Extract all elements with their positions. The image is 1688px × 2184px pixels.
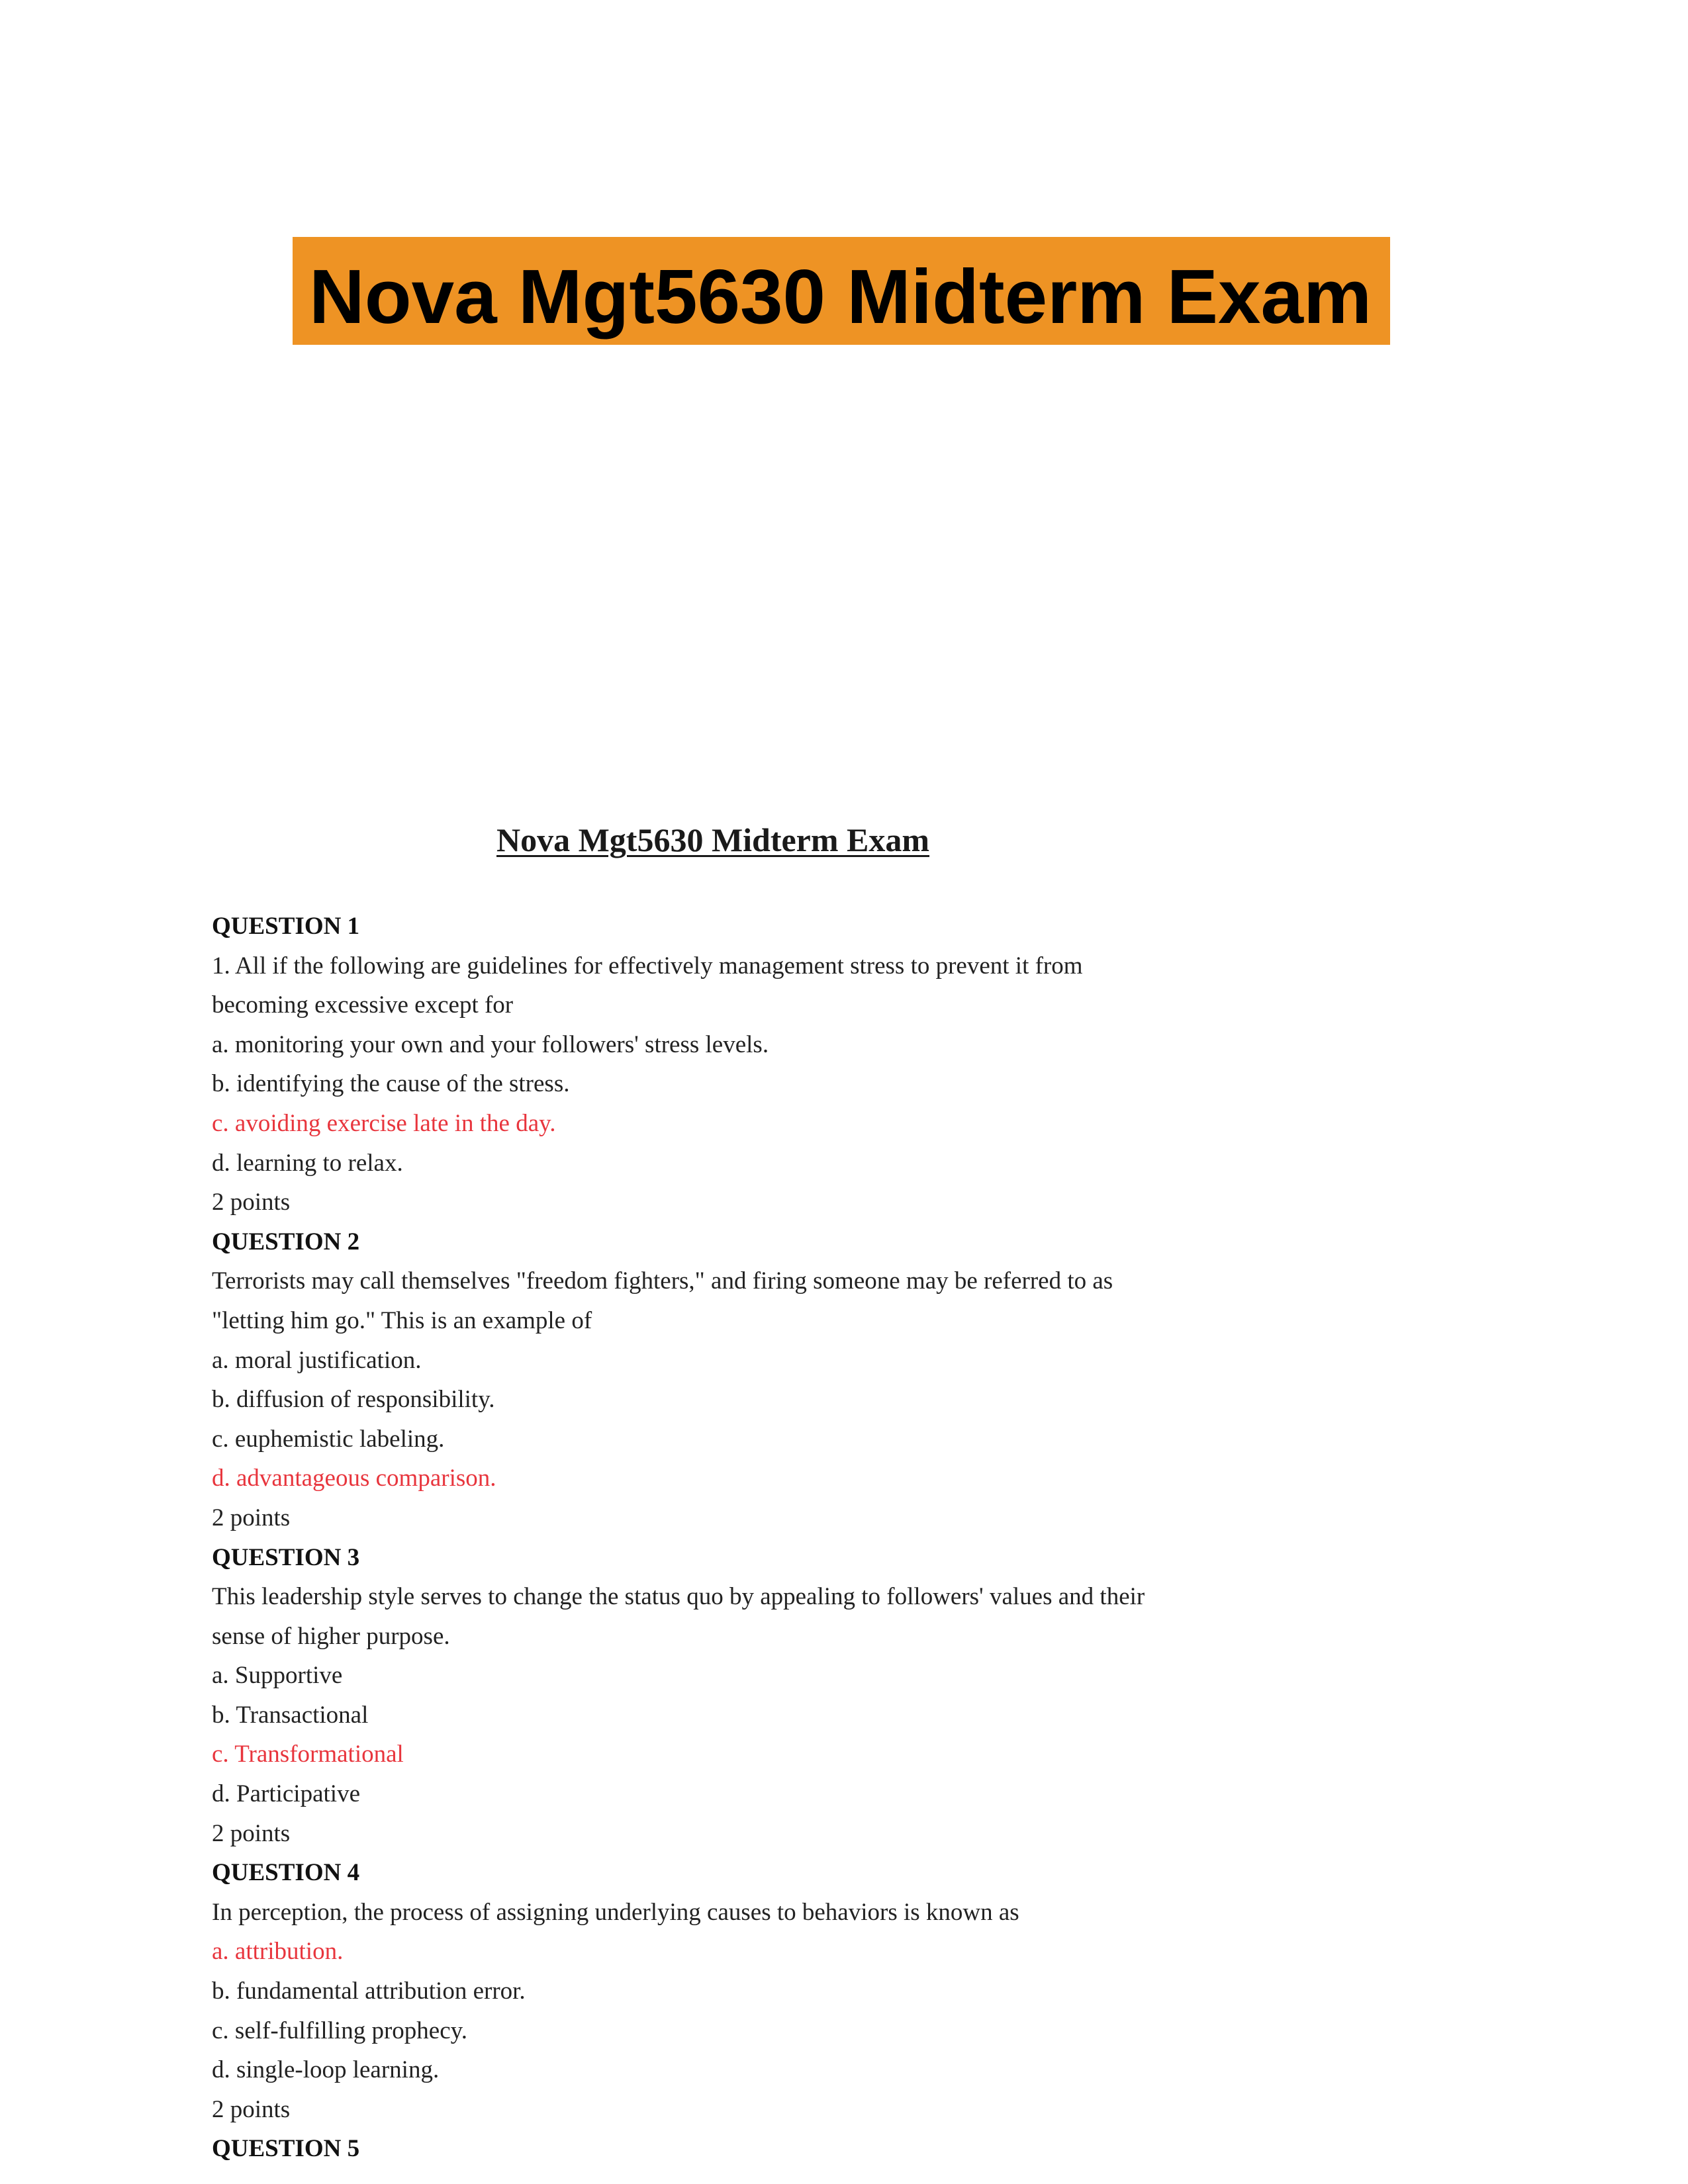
- question-stem: "letting him go." This is an example of: [212, 1306, 592, 1334]
- banner-title: Nova Mgt5630 Midterm Exam: [309, 253, 1372, 340]
- question-points: 2 points: [212, 2095, 291, 2123]
- answer-option: a. monitoring your own and your followers' stress levels.: [212, 1030, 769, 1058]
- question-heading: QUESTION 3: [212, 1543, 360, 1571]
- answer-option-correct: d. advantageous comparison.: [212, 1465, 496, 1492]
- question-points: 2 points: [212, 1189, 291, 1216]
- question-stem: In perception, the process of assigning underlying causes to behaviors is known as: [212, 1898, 1019, 1926]
- question-points: 2 points: [212, 1504, 291, 1531]
- question-stem: 1. All if the following are guidelines for effectively management stress to prevent it from: [212, 952, 1083, 979]
- question-stem: This leadership style serves to change the status quo by appealing to followers' values and their: [212, 1583, 1145, 1611]
- answer-option: d. Participative: [212, 1780, 360, 1808]
- question-stem: sense of higher purpose.: [212, 1622, 450, 1650]
- answer-option: c. self-fulfilling prophecy.: [212, 2017, 467, 2044]
- question-heading: QUESTION 4: [212, 1859, 360, 1887]
- question-heading: QUESTION 5: [212, 2135, 360, 2163]
- answer-option: d. single-loop learning.: [212, 2056, 440, 2084]
- question-points: 2 points: [212, 1819, 291, 1847]
- question-heading: QUESTION 1: [212, 913, 360, 940]
- question-stem: Terrorists may call themselves "freedom fighters," and firing someone may be referred to as: [212, 1267, 1113, 1295]
- answer-option: b. identifying the cause of the stress.: [212, 1070, 570, 1098]
- answer-option: a. Supportive: [212, 1662, 343, 1690]
- question-block: [212, 1538, 1470, 1854]
- document-title: Nova Mgt5630 Midterm Exam: [496, 821, 930, 858]
- answer-option-correct: a. attribution.: [212, 1938, 344, 1966]
- question-block: [212, 2129, 1470, 2169]
- answer-option: a. moral justification.: [212, 1346, 422, 1374]
- question-stem: becoming excessive except for: [212, 991, 514, 1019]
- answer-option-correct: c. avoiding exercise late in the day.: [212, 1109, 556, 1137]
- answer-option: d. learning to relax.: [212, 1149, 403, 1177]
- answer-option: c. euphemistic labeling.: [212, 1425, 445, 1453]
- question-block: [212, 1853, 1470, 2129]
- answer-option: b. fundamental attribution error.: [212, 1978, 526, 2005]
- answer-option: b. diffusion of responsibility.: [212, 1386, 495, 1414]
- answer-option-correct: c. Transformational: [212, 1741, 404, 1768]
- question-list: [212, 907, 1470, 2169]
- question-block: [212, 1222, 1470, 1538]
- answer-option: b. Transactional: [212, 1701, 369, 1729]
- question-heading: QUESTION 2: [212, 1228, 360, 1255]
- question-block: [212, 907, 1470, 1222]
